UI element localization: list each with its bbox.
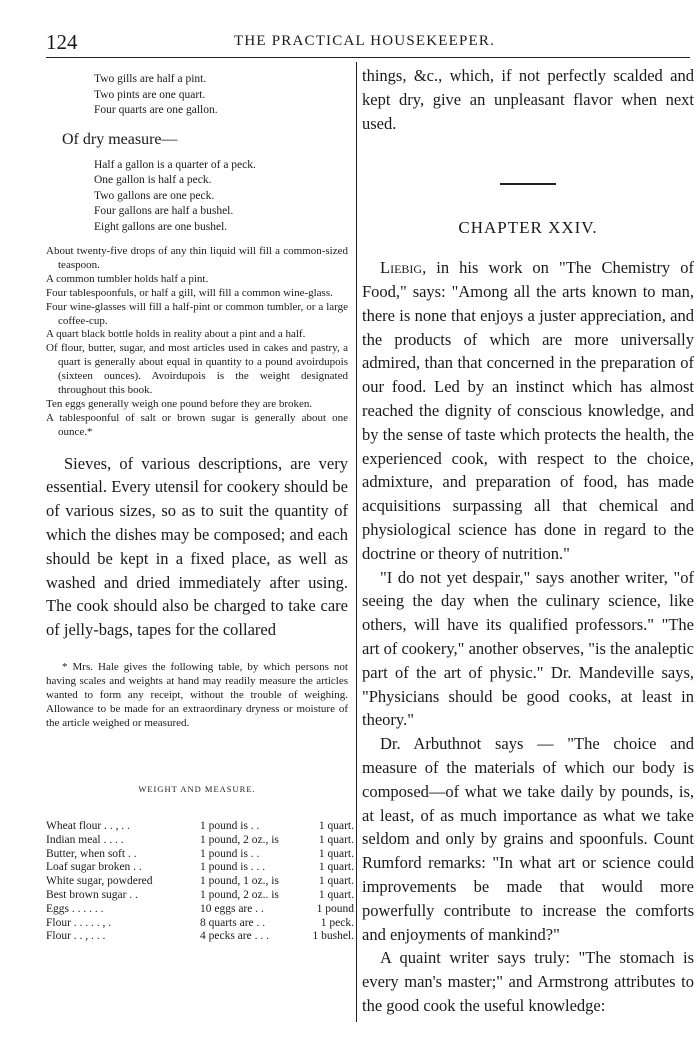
note-item: A common tumbler holds half a pint.: [46, 272, 209, 285]
table-row: [46, 875, 354, 889]
table-cell-amount: 8 quarts are . .: [200, 916, 266, 929]
note-item: About twenty-five drops of any thin liquid will fill a common-sized teaspoon.: [46, 245, 348, 271]
measure-line: Two gallons are one peck.: [94, 189, 215, 202]
note-item: A quart black bottle holds in reality about a pint and a half.: [46, 328, 306, 341]
table-cell-equals: 1 quart.: [318, 889, 354, 902]
table-cell-item: Loaf sugar broken . .: [46, 861, 142, 874]
table-cell-item: Flour . . . . . , .: [46, 916, 112, 929]
table-cell-equals: 1 quart.: [318, 861, 354, 874]
table-cell-item: Flour . . , . . .: [46, 930, 106, 943]
table-cell-amount: 1 pound is . .: [200, 820, 260, 833]
dry-measure-lines: [94, 158, 348, 236]
table-row: [46, 848, 354, 862]
body-paragraph: [362, 256, 694, 565]
table-cell-item: Best brown sugar . .: [46, 889, 138, 902]
footnote-text: * Mrs. Hale gives the following table, by which persons not having scales and weights at hand may readily measure the articles wanted to form any receipt, without the trouble of weighing. Allowance to be made for an extraordinary dryness or moisture of the article weighed or measured.: [46, 661, 348, 730]
table-row: [46, 861, 354, 875]
carryover-paragraph: things, &c., which, if not perfectly scalded and kept dry, give an unpleasant flavor when next used.: [362, 66, 694, 133]
measure-line: Four quarts are one gallon.: [94, 104, 218, 116]
note-item: A tablespoonful of salt or brown sugar is generally about one ounce.*: [46, 411, 348, 438]
table-cell-item: White sugar, powdered: [46, 875, 153, 888]
table-cell-equals: 1 quart.: [318, 833, 354, 846]
table-cell-equals: 1 quart.: [318, 875, 354, 888]
note-item: Of flour, butter, sugar, and most articles used in cakes and pastry, a quart is generally about equal in quantity to a pound avoirdupois (sixteen ounces). Avoirdupois is the weight designated throughout this book.: [46, 342, 348, 397]
table-cell-amount: 1 pound, 2 oz., is: [200, 833, 279, 846]
table-row: [46, 889, 354, 903]
table-cell-amount: 10 eggs are . .: [200, 902, 264, 915]
liquid-measure-lines: [94, 72, 348, 119]
left-column: [46, 64, 354, 944]
measure-line: One gallon is half a peck.: [94, 174, 212, 186]
paragraph-text: , in his work on "The Chemistry of Food," says: "Among all the arts known to man, there is none that enjoys a juster appreciation, and the products of which are more universally admired, than that concerned in the preparation of our food. Led by an instinct which has almost reached the dignity of conscious knowledge, and by the sense of taste which protects the health, the experienced cook, with respect to the choice, admixture, and preparation of food, has made acquisitions surpassing all that chemical and physiological science has done in regard to the doctrine or theory of nutrition.": [362, 258, 694, 563]
table-cell-item: Eggs . . . . . .: [46, 902, 104, 915]
table-row: [46, 930, 354, 944]
footnote: [46, 660, 348, 730]
measure-line: Two pints are one quart.: [94, 88, 206, 101]
table-cell-amount: 1 pound is . . .: [200, 861, 266, 874]
table-cell-equals: 1 bushel.: [312, 930, 354, 943]
table-cell-amount: 1 pound is . .: [200, 847, 260, 860]
measure-line: Eight gallons are one bushel.: [94, 220, 228, 233]
chapter-heading: CHAPTER XXIV.: [458, 218, 598, 238]
table-cell-equals: 1 quart.: [318, 847, 354, 860]
table-cell-equals: 1 quart.: [318, 820, 354, 833]
table-cell-item: Wheat flour . . , . .: [46, 820, 130, 833]
table-cell-equals: 1 pound: [316, 902, 354, 915]
table-row: [46, 903, 354, 917]
weight-measure-table: [46, 820, 354, 944]
table-row: [46, 834, 354, 848]
table-cell-amount: 1 pound, 1 oz., is: [200, 875, 279, 888]
page-number: 124: [46, 30, 78, 54]
body-paragraph: Dr. Arbuthnot says — "The choice and measure of the materials of which our body is composed—of what we take daily by pounds, is, at least, of as much importance as what we take seldom and only by grains and spoonfuls. Count Rumford remarks: "In what art or science could improvements be made that would more powerfully contribute to increase the comforts and enjoyments of mankind?": [362, 734, 694, 944]
column-divider: [356, 62, 357, 1022]
measure-line: Four gallons are half a bushel.: [94, 205, 234, 217]
measure-line: Half a gallon is a quarter of a peck.: [94, 158, 256, 171]
table-cell-item: Indian meal . . . .: [46, 833, 124, 846]
table-cell-amount: 1 pound, 2 oz.. is: [200, 889, 279, 902]
header-rule: [46, 57, 690, 58]
table-cell-item: Butter, when soft . .: [46, 847, 137, 860]
measure-line: Two gills are half a pint.: [94, 73, 207, 85]
right-column: [362, 64, 694, 1018]
table-title: WEIGHT AND MEASURE.: [138, 784, 256, 795]
table-row: [46, 917, 354, 931]
body-paragraph: Sieves, of various descriptions, are very essential. Every utensil for cookery should be of various sizes, so as to suit the quantity of which the dishes may be composed; and each should be kept in a fixed place, as well as washed and dried immediately after using. The cook should also be charged to take care of jelly-bags, tapes for the collared: [46, 453, 348, 640]
sieves-paragraph: [46, 452, 348, 642]
measure-notes: [46, 245, 348, 440]
table-row: [46, 820, 354, 834]
note-item: Ten eggs generally weigh one pound before they are broken.: [46, 397, 313, 410]
lead-word: Liebig: [380, 258, 423, 278]
note-item: Four wine-glasses will fill a half-pint or common tumbler, or a large coffee-cup.: [46, 300, 348, 327]
section-separator: [500, 183, 556, 185]
note-item: Four tablespoonfuls, or half a gill, will fill a common wine-glass.: [46, 286, 333, 299]
body-paragraph: "I do not yet despair," says another writer, "of seeing the day when the culinary science, like others, will have its qualified professors." "The art of cookery," another observes, "is the analeptic part of the art of physic." Dr. Mandeville says, "Physicians should be good cooks, at least in theory.": [362, 567, 694, 730]
dry-measure-heading: Of dry measure—: [62, 130, 178, 148]
body-paragraph: A quaint writer says truly: "The stomach is every man's master;" and Armstrong attributes to the good cook the useful knowledge:: [362, 948, 694, 1015]
running-head: THE PRACTICAL HOUSEKEEPER.: [234, 33, 496, 49]
table-cell-equals: 1 peck.: [320, 916, 354, 929]
table-cell-amount: 4 pecks are . . .: [200, 930, 269, 943]
